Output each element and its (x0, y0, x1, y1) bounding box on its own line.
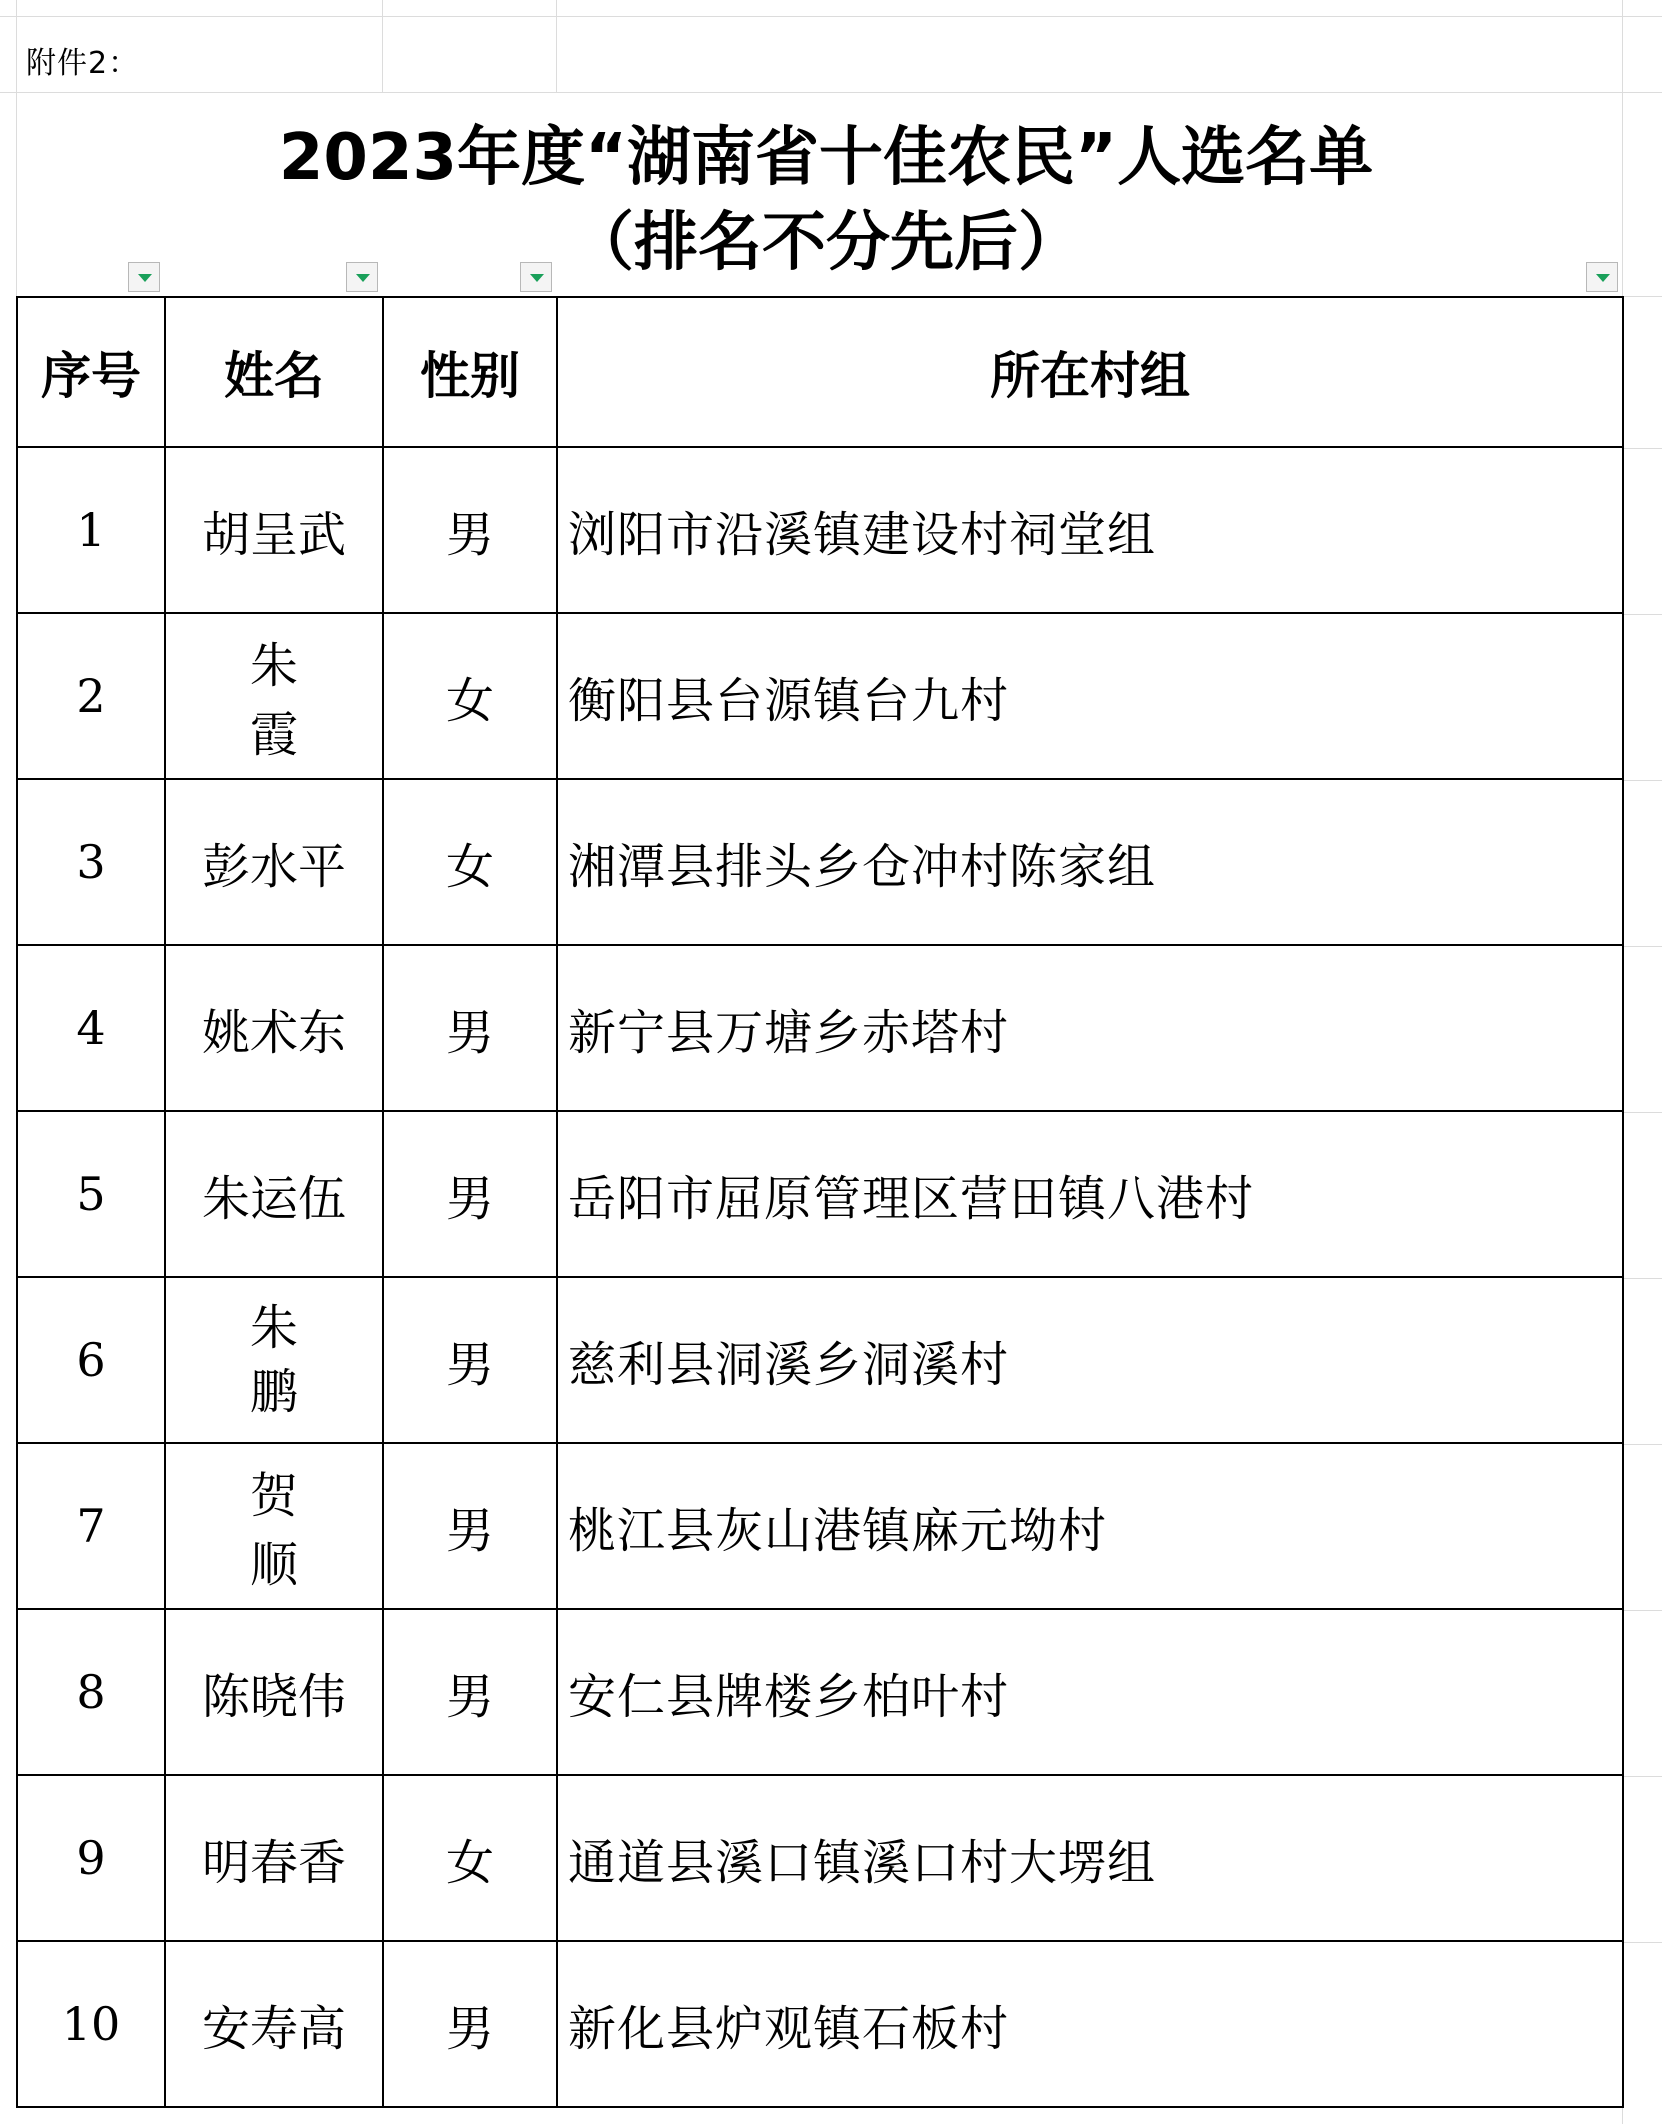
cell-name-text: 朱 鹏 (249, 1300, 298, 1420)
cell-name[interactable]: 明春香 (165, 1775, 383, 1941)
cell-gender[interactable]: 女 (383, 1775, 557, 1941)
cell-place[interactable]: 浏阳市沿溪镇建设村祠堂组 (557, 447, 1623, 613)
cell-place[interactable]: 新化县炉观镇石板村 (557, 1941, 1623, 2107)
header-gender[interactable]: 性别 (383, 297, 557, 447)
cell-place[interactable]: 通道县溪口镇溪口村大塄组 (557, 1775, 1623, 1941)
cell-gender[interactable]: 男 (383, 1277, 557, 1443)
table-row (17, 779, 1623, 945)
table-row (17, 1443, 1623, 1609)
page-title: 2023年度“湖南省十佳农民”人选名单 (278, 121, 1374, 195)
cell-place[interactable]: 湘潭县排头乡仓冲村陈家组 (557, 779, 1623, 945)
cell-seq[interactable]: 3 (17, 779, 165, 945)
filter-dropdown-icon[interactable] (1586, 262, 1618, 292)
filter-dropdown-icon[interactable] (128, 262, 160, 292)
header-place[interactable]: 所在村组 (557, 297, 1623, 447)
gridline (0, 16, 1662, 17)
header-name[interactable]: 姓名 (165, 297, 383, 447)
table-row (17, 613, 1623, 779)
gridline (1622, 448, 1662, 449)
gridline (1622, 296, 1662, 297)
gridline (1622, 1278, 1662, 1279)
table-row (17, 1941, 1623, 2107)
cell-gender[interactable]: 男 (383, 1941, 557, 2107)
cell-place[interactable]: 衡阳县台源镇台九村 (557, 613, 1623, 779)
attachment-note: 附件2： (26, 46, 140, 81)
table-row (17, 1775, 1623, 1941)
filter-dropdown-icon[interactable] (520, 262, 552, 292)
cell-name[interactable]: 姚术东 (165, 945, 383, 1111)
cell-name[interactable] (165, 1443, 395, 1609)
cell-name[interactable]: 朱运伍 (165, 1111, 383, 1277)
header-seq[interactable]: 序号 (17, 297, 165, 447)
gridline (556, 0, 557, 92)
cell-name-text: 朱 霞 (249, 638, 395, 763)
cell-place[interactable]: 慈利县洞溪乡洞溪村 (557, 1277, 1623, 1443)
cell-gender[interactable]: 男 (383, 447, 557, 613)
cell-seq[interactable]: 4 (17, 945, 165, 1111)
cell-gender[interactable]: 男 (383, 945, 557, 1111)
cell-seq[interactable]: 9 (17, 1775, 165, 1941)
cell-name[interactable] (165, 613, 395, 779)
gridline (382, 0, 383, 92)
cell-seq[interactable]: 7 (17, 1443, 165, 1609)
cell-gender[interactable]: 男 (383, 1111, 557, 1277)
cell-seq[interactable]: 2 (17, 613, 165, 779)
cell-gender[interactable]: 男 (383, 1609, 557, 1775)
gridline (1622, 1112, 1662, 1113)
table-row (17, 1609, 1623, 1775)
cell-name-text: 贺 顺 (249, 1468, 395, 1593)
page-subtitle: （排名不分先后） (570, 206, 1082, 280)
table-row (17, 1111, 1623, 1277)
cell-seq[interactable]: 5 (17, 1111, 165, 1277)
gridline (1622, 1444, 1662, 1445)
cell-gender[interactable]: 女 (383, 779, 557, 945)
gridline (1622, 614, 1662, 615)
cell-name[interactable]: 胡呈武 (165, 447, 383, 613)
cell-place[interactable]: 岳阳市屈原管理区营田镇八港村 (557, 1111, 1623, 1277)
cell-seq[interactable]: 10 (17, 1941, 165, 2107)
farmer-roster-table (16, 296, 1624, 2108)
gridline (0, 92, 1662, 93)
table-row (17, 447, 1623, 613)
cell-gender[interactable]: 男 (383, 1443, 557, 1609)
table-header-row (17, 297, 1623, 447)
cell-place[interactable]: 桃江县灰山港镇麻元坳村 (557, 1443, 1623, 1609)
cell-seq[interactable]: 8 (17, 1609, 165, 1775)
cell-name[interactable]: 安寿高 (165, 1941, 383, 2107)
cell-gender[interactable]: 女 (383, 613, 557, 779)
cell-name[interactable]: 彭水平 (165, 779, 383, 945)
gridline (1622, 1610, 1662, 1611)
gridline (1622, 1942, 1662, 1943)
cell-name[interactable] (165, 1277, 383, 1443)
cell-place[interactable]: 安仁县牌楼乡柏叶村 (557, 1609, 1623, 1775)
cell-name[interactable]: 陈晓伟 (165, 1609, 383, 1775)
gridline (1622, 1776, 1662, 1777)
cell-seq[interactable]: 1 (17, 447, 165, 613)
gridline (1622, 946, 1662, 947)
gridline (1622, 780, 1662, 781)
cell-place[interactable]: 新宁县万塘乡赤塔村 (557, 945, 1623, 1111)
cell-seq[interactable]: 6 (17, 1277, 165, 1443)
table-row (17, 945, 1623, 1111)
filter-dropdown-icon[interactable] (346, 262, 378, 292)
table-row (17, 1277, 1623, 1443)
